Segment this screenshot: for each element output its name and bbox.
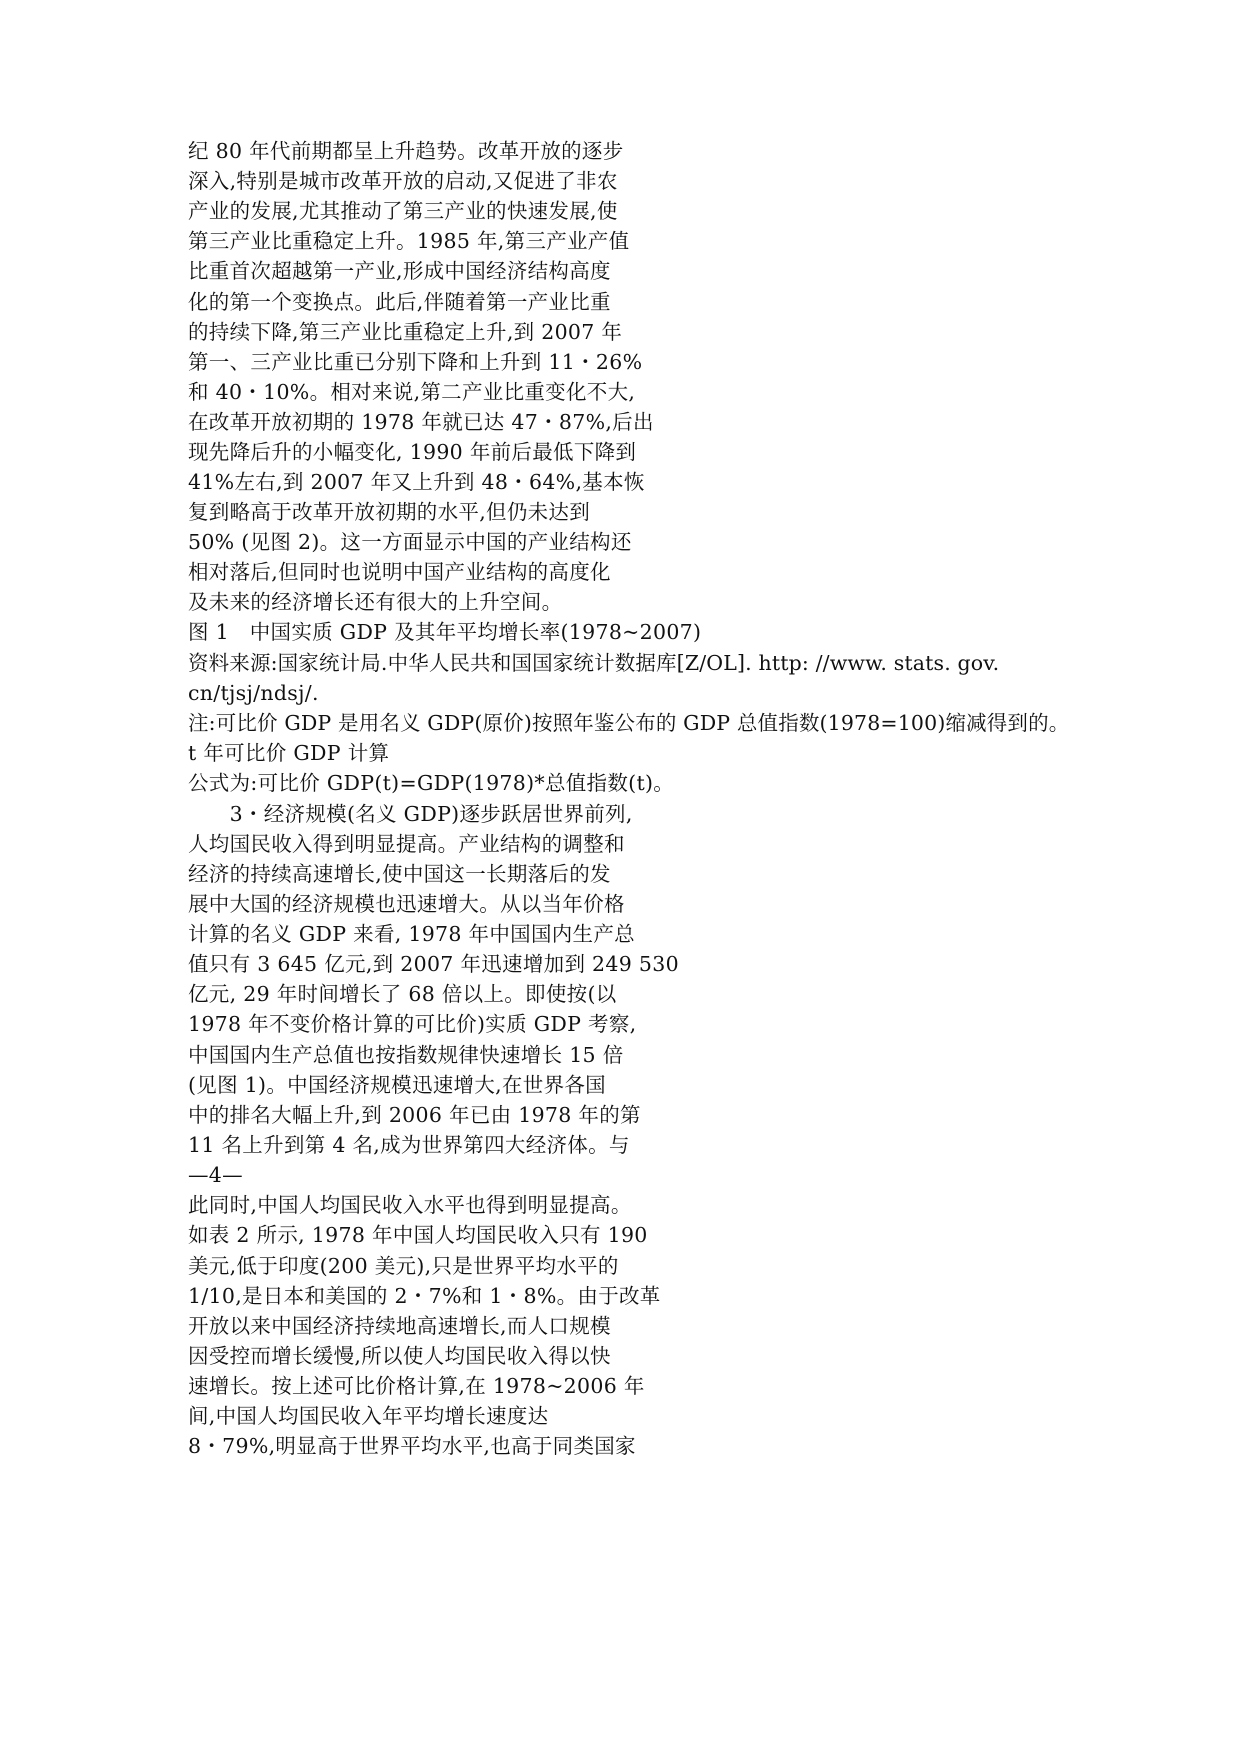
source-note: 资料来源:国家统计局.中华人民共和国国家统计数据库[Z/OL]. http: //www. stats. gov.: [188, 651, 1000, 675]
text-line: 间,中国人均国民收入年平均增长速度达: [188, 1404, 549, 1428]
source-note: cn/tjsj/ndsj/.: [188, 681, 319, 705]
text-line: 速增长。按上述可比价格计算,在 1978~2006 年: [188, 1374, 645, 1398]
text-line: 经济的持续高速增长,使中国这一长期落后的发: [188, 862, 611, 886]
text-line: 因受控而增长缓慢,所以使人均国民收入得以快: [188, 1344, 611, 1368]
text-line: 41%左右,到 2007 年又上升到 48・64%,基本恢: [188, 470, 645, 494]
text-line: 化的第一个变换点。此后,伴随着第一产业比重: [188, 290, 611, 314]
figure-note: 公式为:可比价 GDP(t)=GDP(1978)*总值指数(t)。: [188, 771, 675, 795]
text-line: 及未来的经济增长还有很大的上升空间。: [188, 590, 563, 614]
text-line: 中的排名大幅上升,到 2006 年已由 1978 年的第: [188, 1103, 641, 1127]
text-line: 11 名上升到第 4 名,成为世界第四大经济体。与: [188, 1133, 630, 1157]
text-line: 此同时,中国人均国民收入水平也得到明显提高。: [188, 1193, 632, 1217]
text-line: 深入,特别是城市改革开放的启动,又促进了非农: [188, 169, 618, 193]
text-line: 和 40・10%。相对来说,第二产业比重变化不大,: [188, 380, 636, 404]
text-line: 如表 2 所示, 1978 年中国人均国民收入只有 190: [188, 1223, 648, 1247]
text-line: 值只有 3 645 亿元,到 2007 年迅速增加到 249 530: [188, 952, 679, 976]
text-line: 展中大国的经济规模也迅速增大。从以当年价格: [188, 892, 625, 916]
text-line: 1978 年不变价格计算的可比价)实质 GDP 考察,: [188, 1012, 637, 1036]
text-line: 计算的名义 GDP 来看, 1978 年中国国内生产总: [188, 922, 635, 946]
text-line: 复到略高于改革开放初期的水平,但仍未达到: [188, 500, 591, 524]
text-line: 比重首次超越第一产业,形成中国经济结构高度: [188, 259, 611, 283]
text-line: 8・79%,明显高于世界平均水平,也高于同类国家: [188, 1434, 636, 1458]
text-line: 人均国民收入得到明显提高。产业结构的调整和: [188, 832, 625, 856]
text-line: 相对落后,但同时也说明中国产业结构的高度化: [188, 560, 611, 584]
text-line: 产业的发展,尤其推动了第三产业的快速发展,使: [188, 199, 618, 223]
text-line: 3・经济规模(名义 GDP)逐步跃居世界前列,: [188, 802, 633, 826]
page-number: —4—: [188, 1163, 243, 1187]
text-line: 美元,低于印度(200 美元),只是世界平均水平的: [188, 1254, 619, 1278]
text-line: 在改革开放初期的 1978 年就已达 47・87%,后出: [188, 410, 654, 434]
text-line: 的持续下降,第三产业比重稳定上升,到 2007 年: [188, 320, 623, 344]
text-line: 开放以来中国经济持续地高速增长,而人口规模: [188, 1314, 611, 1338]
text-line: 第三产业比重稳定上升。1985 年,第三产业产值: [188, 229, 630, 253]
figure-caption: 图 1 中国实质 GDP 及其年平均增长率(1978~2007): [188, 620, 702, 644]
text-line: 现先降后升的小幅变化, 1990 年前后最低下降到: [188, 440, 637, 464]
text-line: 1/10,是日本和美国的 2・7%和 1・8%。由于改革: [188, 1284, 661, 1308]
text-line: 50% (见图 2)。这一方面显示中国的产业结构还: [188, 530, 632, 554]
figure-note: t 年可比价 GDP 计算: [188, 741, 390, 765]
figure-note: 注:可比价 GDP 是用名义 GDP(原价)按照年鉴公布的 GDP 总值指数(1978=100)缩减得到的。: [188, 711, 1070, 735]
text-line: 中国国内生产总值也按指数规律快速增长 15 倍: [188, 1043, 624, 1067]
text-line: 亿元, 29 年时间增长了 68 倍以上。即使按(以: [188, 982, 617, 1006]
text-line: 第一、三产业比重已分别下降和上升到 11・26%: [188, 350, 643, 374]
text-line: (见图 1)。中国经济规模迅速增大,在世界各国: [188, 1073, 606, 1097]
text-line: 纪 80 年代前期都呈上升趋势。改革开放的逐步: [188, 139, 624, 163]
